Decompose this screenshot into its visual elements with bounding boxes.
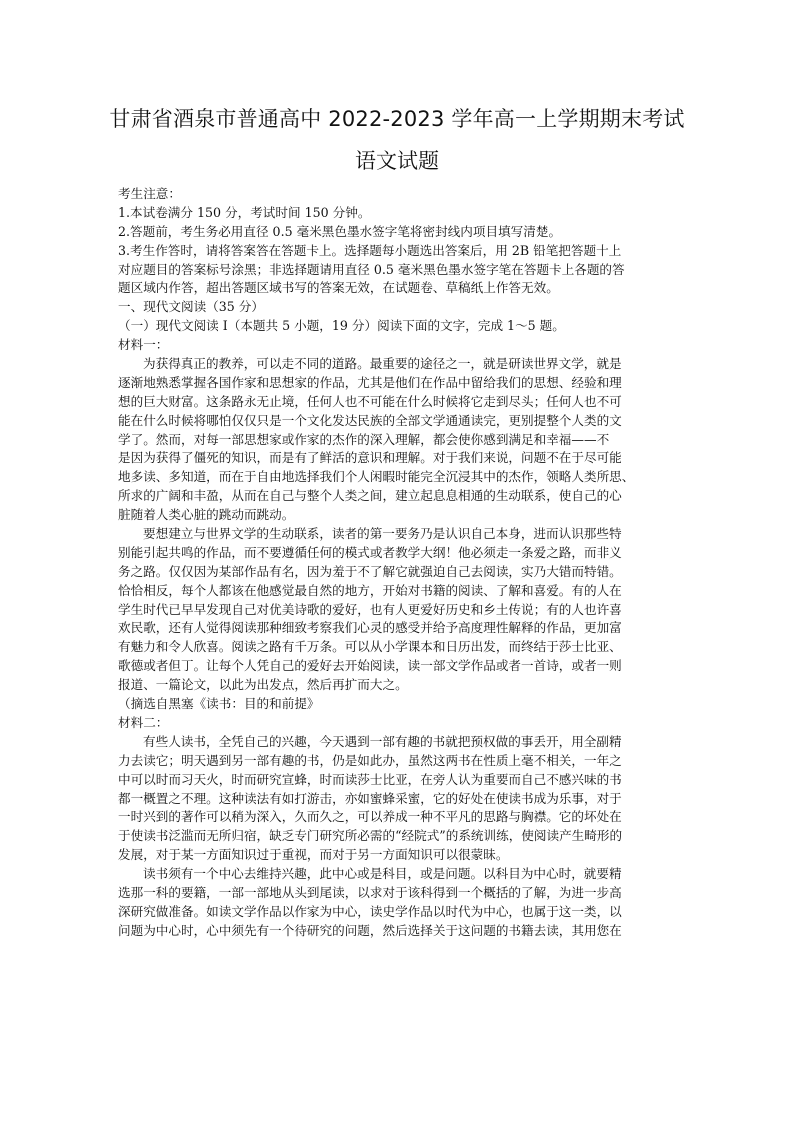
exam-subtitle: 语文试题 bbox=[355, 149, 439, 173]
paragraph-line: 为获得真正的教养，可以走不同的道路。最重要的途径之一，就是研读世界文学，就是 bbox=[143, 356, 622, 372]
paragraph-line: 能在什么时候将哪怕仅仅只是一个文化发达民族的全部文学通通读完，更别提整个人类的文 bbox=[118, 412, 622, 428]
paragraph-line: 有魅力和令人欣喜。阅读之路有千万条。可以从小学课本和日历出发，而终结于莎士比亚、 bbox=[118, 639, 622, 655]
paragraph-line: 于使读书泛滥而无所归宿，缺乏专门研究所必需的“经院式”的系统训练，使阅读产生畸形的 bbox=[118, 828, 623, 844]
paragraph-line: 都一概置之不理。这种读法有如打游击，亦如蜜蜂采蜜，它的好处在使读书成为乐事，对于 bbox=[118, 790, 622, 806]
notice-line: 对应题目的答案标号涂黑；非选择题请用直径 0.5 毫米黑色墨水签字笔在答题卡上各题的答 bbox=[118, 261, 625, 277]
notice-line: 题区域内作答，超出答题区域书写的答案无效，在试题卷、草稿纸上作答无效。 bbox=[118, 280, 559, 296]
paragraph-line: 深研究做准备。如读文学作品以作家为中心，读史学作品以时代为中心，也属于这一类，以 bbox=[118, 903, 622, 919]
paragraph-line: 报道、一篇论文，以此为出发点，然后再扩而大之。 bbox=[118, 677, 408, 693]
paragraph-line: 恰恰相反，每个人都该在他感觉最自然的地方，开始对书籍的阅读、了解和喜爱。有的人在 bbox=[118, 582, 622, 598]
paragraph-line: 中可以时而习天火，时而研究宣蜂，时而读莎士比亚，在旁人认为重要而自己不感兴味的书 bbox=[118, 771, 622, 787]
paragraph-line: 欢民歌，还有人觉得阅读那种细致考察我们心灵的感受并给予高度理性解释的作品，更加富 bbox=[118, 620, 622, 636]
section-heading: 一、现代文阅读（35 分） bbox=[118, 299, 264, 315]
paragraph-line: 歌德或者但丁。让每个人凭自己的爱好去开始阅读，读一部文学作品或者一首诗，或者一则 bbox=[118, 658, 622, 674]
paragraph-line: 要想建立与世界文学的生动联系，读者的第一要务乃是认识自己本身，进而认识那些特 bbox=[143, 526, 622, 542]
material1-label: 材料一： bbox=[118, 337, 169, 353]
paragraph-line: 读书须有一个中心去维持兴趣，此中心或是科目，或是问题。以科目为中心时，就要精 bbox=[143, 866, 622, 882]
material2-label: 材料二： bbox=[118, 714, 169, 730]
paragraph-line: 学了。然而，对每一部思想家或作家的杰作的深入理解，都会使你感到满足和幸福——不 bbox=[118, 431, 610, 447]
paragraph-line: 选那一科的要籍，一部一部地从头到尾读，以求对于该科得到一个概括的了解，为进一步高 bbox=[118, 884, 622, 900]
notice-line: 3.考生作答时，请将答案答在答题卡上。选择题每小题选出答案后，用 2B 铅笔把答题十上 bbox=[118, 242, 622, 258]
paragraph-line: 力去读它；明天遇到另一部有趣的书，仍是如此办，虽然这两书在性质上毫不相关，一年之 bbox=[118, 752, 622, 768]
paragraph-line: 学生时代已早早发现自己对优美诗歌的爱好，也有人更爱好历史和乡土传说；有的人也许喜 bbox=[118, 601, 622, 617]
paragraph-line: 是因为获得了僵死的知识，而是有了鲜活的意识和理解。对于我们来说，问题不在于尽可能 bbox=[118, 450, 622, 466]
exam-body bbox=[118, 185, 678, 941]
notice-line: 1.本试卷满分 150 分，考试时间 150 分钟。 bbox=[118, 204, 371, 220]
notice-line: 2.答题前，考生务必用直径 0.5 毫米黑色墨水签字笔将密封线内项目填写清楚。 bbox=[118, 223, 562, 239]
paragraph-line: 别能引起共鸣的作品，而不要遵循任何的模式或者教学大纲！他必须走一条爱之路，而非义 bbox=[118, 544, 622, 560]
paragraph-line: 所求的广阔和丰盈，从而在自己与整个人类之间，建立起息息相通的生动联系，使自己的心 bbox=[118, 488, 622, 504]
paragraph-line: 发展，对于某一方面知识过于重视，而对于另一方面知识可以很蒙昧。 bbox=[118, 847, 509, 863]
material1-source: （摘选自黑塞《读书：目的和前提》 bbox=[118, 696, 320, 712]
paragraph-line: 想的巨大财富。这条路永无止境，任何人也不可能在什么时候将它走到尽头；任何人也不可 bbox=[118, 393, 622, 409]
paragraph-line: 地多读、多知道，而在于自由地选择我们个人闲暇时能完全沉浸其中的杰作，领略人类所思、 bbox=[118, 469, 635, 485]
paragraph-line: 一时兴到的著作可以稍为深入，久而久之，可以养成一种不平凡的思路与胸襟。它的坏处在 bbox=[118, 809, 622, 825]
paragraph-line: 有些人读书，全凭自己的兴趣，今天遇到一部有趣的书就把预权做的事丢开，用全副精 bbox=[143, 733, 622, 749]
notice-heading: 考生注意： bbox=[118, 186, 181, 201]
paragraph-line: 脏随着人类心脏的跳动而跳动。 bbox=[118, 507, 295, 523]
subsection-heading: （一）现代文阅读 I（本题共 5 小题，19 分）阅读下面的文字，完成 1～5 题。 bbox=[118, 318, 565, 334]
exam-title: 甘肃省酒泉市普通高中 2022-2023 学年高一上学期期末考试 bbox=[109, 107, 685, 131]
paragraph-line: 逐渐地熟悉掌握各国作家和思想家的作品，尤其是他们在作品中留给我们的思想、经验和理 bbox=[118, 374, 622, 390]
paragraph-line: 务之路。仅仅因为某部作品有名，因为羞于不了解它就强迫自己去阅读，实乃大错而特错。 bbox=[118, 563, 622, 579]
paragraph-line: 问题为中心时，心中须先有一个待研究的问题，然后选择关于这问题的书籍去读，其用您在 bbox=[118, 922, 622, 938]
